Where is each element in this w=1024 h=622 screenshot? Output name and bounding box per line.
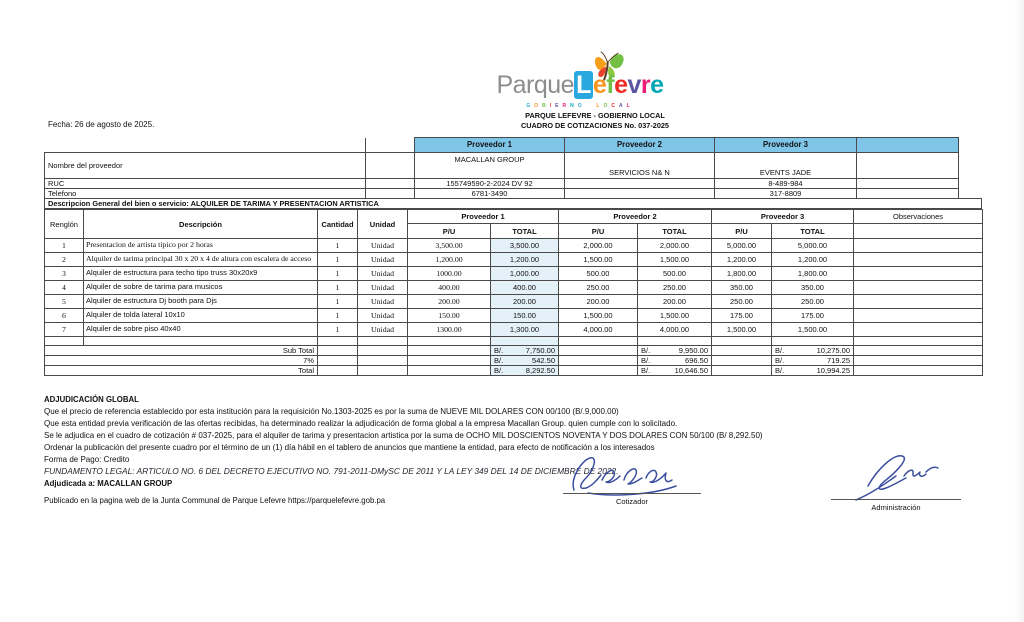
- amount: 10,646.50: [674, 366, 708, 375]
- currency-symbol: B/.: [775, 346, 785, 355]
- provider2-ruc: [565, 179, 715, 189]
- empty-cell: [854, 346, 983, 356]
- scan-edge-shadow: [1014, 0, 1024, 622]
- p2-total-cell: 1,500.00: [638, 309, 712, 323]
- adjudication-line: Que esta entidad previa verificación de las ofertas recibidas, ha determinado realizar la adjudicación de forma global a la empresa Macallan Group. quien cumple con lo solicitado.: [44, 419, 678, 428]
- descripcion-cell: Alquiler de estructura Dj booth para Djs: [84, 295, 318, 309]
- p3-pu-cell: 250.00: [712, 295, 772, 309]
- observaciones-cell: [854, 295, 983, 309]
- provider1-ruc: 155749590-2-2024 DV 92: [415, 179, 565, 189]
- observaciones-cell: [854, 239, 983, 253]
- empty-cell: [358, 337, 408, 346]
- table-row: [45, 281, 983, 295]
- table-row: [45, 295, 983, 309]
- amount: 8,292.50: [525, 366, 555, 375]
- empty-cell: [318, 366, 358, 376]
- p3-pu-header: P/U: [712, 224, 772, 239]
- amount: 719.25: [827, 356, 850, 365]
- table-row: [45, 309, 983, 323]
- provider1-name: MACALLAN GROUP: [415, 153, 565, 179]
- empty-cell: [358, 346, 408, 356]
- p1-total-cell: 400.00: [491, 281, 559, 295]
- descripcion-cell: Alquiler de estructura para techo tipo truss 30x20x9: [84, 267, 318, 281]
- p2-pu-header: P/U: [559, 224, 638, 239]
- empty-cell: [712, 366, 772, 376]
- p1-pu-header: P/U: [408, 224, 491, 239]
- extra-header: [857, 138, 959, 153]
- tax-row: [45, 356, 983, 366]
- renglon-cell: 2: [45, 253, 84, 267]
- p1-total-header: TOTAL: [491, 224, 559, 239]
- p1-total-cell: 150.00: [491, 309, 559, 323]
- p3-total-cell: 1,800.00: [772, 267, 854, 281]
- p3-total-cell: 5,000.00: [772, 239, 854, 253]
- unidad-cell: Unidad: [358, 309, 408, 323]
- provider2-name: SERVICIOS N& N: [565, 153, 715, 179]
- empty-cell: [408, 337, 491, 346]
- descripcion-cell: Alquiler de tarima principal 30 x 20 x 4 de altura con escalera de acceso: [84, 253, 318, 267]
- provider3-name: EVENTS JADE: [715, 153, 857, 179]
- published-note: Publicado en la pagina web de la Junta Communal de Parque Lefevre https://parquelefevre.gob.pa: [44, 496, 386, 505]
- adjudication-line: Ordenar la publicación del presente cuadro por el término de un (1) día hábil en el tablero de anuncios que mantiene la entidad, para efecto de notificación a los interesados: [44, 443, 655, 452]
- adjudication-line: Se le adjudica en el cuadro de cotización # 037-2025, para el alquiler de tarima y presentacion artistica por la suma de OCHO MIL DOSCIENTOS NOVENTA Y DOS DOLARES CON 50/100 (B/ 8,292.50): [44, 431, 763, 440]
- p2-pu-cell: 1,500.00: [559, 309, 638, 323]
- logo-word-parque: Parque: [496, 71, 575, 99]
- cantidad-cell: 1: [318, 323, 358, 337]
- amount: 10,994.25: [816, 366, 850, 375]
- cotizador-signature: [560, 450, 705, 498]
- cantidad-cell: 1: [318, 253, 358, 267]
- currency-symbol: B/.: [775, 356, 785, 365]
- quotation-table-body: [45, 210, 983, 376]
- p1-total-cell: [491, 366, 559, 376]
- observaciones-cell: [854, 267, 983, 281]
- document-titles: [470, 111, 720, 131]
- p3-pu-cell: 175.00: [712, 309, 772, 323]
- descripcion-cell: Alquiler de sobre de tarima para musicos: [84, 281, 318, 295]
- empty-cell: [45, 138, 366, 153]
- cantidad-header: Cantidad: [318, 210, 358, 239]
- provider2-phone: [565, 189, 715, 199]
- currency-symbol: B/.: [494, 346, 504, 355]
- ruc-label: RUC: [45, 179, 366, 189]
- provider-info-table: [44, 137, 959, 199]
- p2-subtotal-cell: [638, 346, 712, 356]
- unidad-cell: Unidad: [358, 267, 408, 281]
- empty-cell: [318, 346, 358, 356]
- p1-pu-cell: 1,200.00: [408, 253, 491, 267]
- empty-cell: [559, 346, 638, 356]
- spacer-row: [45, 337, 983, 346]
- provider1-header: Proveedor 1: [415, 138, 565, 153]
- unidad-header: Unidad: [358, 210, 408, 239]
- provider3-ruc: 8-489-984: [715, 179, 857, 189]
- empty-cell: [366, 189, 415, 199]
- renglon-cell: 5: [45, 295, 84, 309]
- phone-label: Telefono: [45, 189, 366, 199]
- unidad-cell: Unidad: [358, 295, 408, 309]
- empty-cell: [712, 346, 772, 356]
- p2-pu-cell: 500.00: [559, 267, 638, 281]
- currency-symbol: B/.: [641, 346, 651, 355]
- provider-name-row: [45, 153, 959, 179]
- empty-cell: [366, 138, 415, 153]
- p2-total-cell: 4,000.00: [638, 323, 712, 337]
- p1-pu-cell: 200.00: [408, 295, 491, 309]
- empty-cell: [854, 366, 983, 376]
- empty-cell: [857, 179, 959, 189]
- empty-cell: [491, 337, 559, 346]
- p3-total-cell: 1,200.00: [772, 253, 854, 267]
- currency-symbol: B/.: [775, 366, 785, 375]
- empty-cell: [84, 337, 318, 346]
- empty-cell: [366, 153, 415, 179]
- p2-total-cell: 1,500.00: [638, 253, 712, 267]
- p1-pu-cell: 1000.00: [408, 267, 491, 281]
- logo-word-lefevre: Lefevre: [576, 71, 664, 99]
- cantidad-cell: 1: [318, 267, 358, 281]
- amount: 9,950.00: [678, 346, 708, 355]
- unidad-cell: Unidad: [358, 253, 408, 267]
- p2-pu-cell: 250.00: [559, 281, 638, 295]
- p1-pu-cell: 150.00: [408, 309, 491, 323]
- quotation-table: [44, 209, 983, 376]
- empty-cell: [712, 337, 772, 346]
- empty-cell: [854, 356, 983, 366]
- doc-title: CUADRO DE COTIZACIONES No. 037-2025: [521, 121, 669, 130]
- adjudication-line: Que el precio de referencia establecido por esta institución para la requisición No.1303-2025 es por la suma de NUEVE MIL DOLARES CON 00/100 (B/.9,000.00): [44, 407, 619, 416]
- p2-pu-cell: 200.00: [559, 295, 638, 309]
- empty-cell: [559, 337, 638, 346]
- empty-cell: [408, 346, 491, 356]
- observaciones-header: Observaciones: [854, 210, 983, 224]
- p2-tax-cell: [638, 356, 712, 366]
- tax-label: 7%: [45, 356, 318, 366]
- currency-symbol: B/.: [494, 356, 504, 365]
- p2-total-cell: 200.00: [638, 295, 712, 309]
- renglon-cell: 7: [45, 323, 84, 337]
- provider1-group-header: Proveedor 1: [408, 210, 559, 224]
- p3-total-header: TOTAL: [772, 224, 854, 239]
- empty-cell: [559, 366, 638, 376]
- provider2-group-header: Proveedor 2: [559, 210, 712, 224]
- table-row: [45, 323, 983, 337]
- provider3-phone: 317-8809: [715, 189, 857, 199]
- cotizador-label: Cotizador: [615, 497, 649, 506]
- observaciones-cell: [854, 281, 983, 295]
- provider2-header: Proveedor 2: [565, 138, 715, 153]
- p3-total-cell: 1,500.00: [772, 323, 854, 337]
- name-label: Nombre del proveedor: [45, 153, 366, 179]
- table-row: [45, 267, 983, 281]
- p2-pu-cell: 4,000.00: [559, 323, 638, 337]
- cantidad-cell: 1: [318, 309, 358, 323]
- renglon-header: Renglón: [45, 210, 84, 239]
- table-row: [45, 253, 983, 267]
- description-banner: Descripcion General del bien o servicio: ALQUILER DE TARIMA Y PRESENTACION ARTISTICA: [44, 198, 982, 209]
- logo-subtitle: GOBIERNO LOCAL: [526, 103, 634, 109]
- p2-total-cell: 500.00: [638, 267, 712, 281]
- p2-total-cell: 250.00: [638, 281, 712, 295]
- administracion-label: Administración: [871, 503, 921, 512]
- p2-total-header: TOTAL: [638, 224, 712, 239]
- p1-pu-cell: 400.00: [408, 281, 491, 295]
- currency-symbol: B/.: [641, 356, 651, 365]
- cantidad-cell: 1: [318, 239, 358, 253]
- date-label: Fecha: 26 de agosto de 2025.: [48, 120, 155, 129]
- empty-cell: [358, 356, 408, 366]
- empty-cell: [366, 179, 415, 189]
- p1-total-cell: 1,300.00: [491, 323, 559, 337]
- empty-cell: [559, 356, 638, 366]
- currency-symbol: B/.: [641, 366, 651, 375]
- amount: 10,275.00: [816, 346, 850, 355]
- p2-pu-cell: 1,500.00: [559, 253, 638, 267]
- empty-cell: [408, 356, 491, 366]
- observaciones-cell: [854, 253, 983, 267]
- p1-total-cell: 1,000.00: [491, 267, 559, 281]
- amount: 542.50: [532, 356, 555, 365]
- observaciones-cell: [854, 309, 983, 323]
- descripcion-cell: Alquiler de tolda lateral 10x10: [84, 309, 318, 323]
- cotizador-signature-line: [563, 493, 701, 494]
- p2-total-cell: 2,000.00: [638, 239, 712, 253]
- provider-phone-row: [45, 189, 959, 199]
- descripcion-cell: Alquiler de sobre piso 40x40: [84, 323, 318, 337]
- empty-cell: [45, 337, 84, 346]
- empty-cell: [408, 366, 491, 376]
- cantidad-cell: 1: [318, 281, 358, 295]
- empty-cell: [857, 153, 959, 179]
- empty-cell: [772, 337, 854, 346]
- p3-pu-cell: 1,200.00: [712, 253, 772, 267]
- org-title: PARQUE LEFEVRE - GOBIERNO LOCAL: [525, 111, 665, 120]
- descripcion-header: Descripción: [84, 210, 318, 239]
- administracion-signature-line: [831, 499, 961, 500]
- total-row: [45, 366, 983, 376]
- p1-pu-cell: 3,500.00: [408, 239, 491, 253]
- adjudication-heading: ADJUDICACIÓN GLOBAL: [44, 395, 139, 404]
- p3-pu-cell: 350.00: [712, 281, 772, 295]
- p3-pu-cell: 5,000.00: [712, 239, 772, 253]
- table-row: [45, 239, 983, 253]
- observaciones-cell: [854, 323, 983, 337]
- empty-cell: [318, 337, 358, 346]
- empty-cell: [358, 366, 408, 376]
- p2-pu-cell: 2,000.00: [559, 239, 638, 253]
- unidad-cell: Unidad: [358, 323, 408, 337]
- empty-cell: [854, 224, 983, 239]
- p3-pu-cell: 1,800.00: [712, 267, 772, 281]
- p3-total-cell: 350.00: [772, 281, 854, 295]
- p3-total-cell: 175.00: [772, 309, 854, 323]
- administracion-signature: [838, 448, 958, 503]
- empty-cell: [712, 356, 772, 366]
- subtotal-label: Sub Total: [45, 346, 318, 356]
- renglon-cell: 6: [45, 309, 84, 323]
- cantidad-cell: 1: [318, 295, 358, 309]
- provider3-header: Proveedor 3: [715, 138, 857, 153]
- provider-ruc-row: [45, 179, 959, 189]
- p1-subtotal-cell: [491, 346, 559, 356]
- empty-cell: [854, 337, 983, 346]
- provider3-group-header: Proveedor 3: [712, 210, 854, 224]
- p1-total-cell: 3,500.00: [491, 239, 559, 253]
- subtotal-row: [45, 346, 983, 356]
- legal-basis: FUNDAMENTO LEGAL: ARTICULO NO. 6 DEL DECRETO EJECUTIVO NO. 791-2011-DMySC DE 2011 Y LA LEY 349 DEL 14 DE DICIEMBRE DE 2022.: [44, 466, 619, 476]
- p1-pu-cell: 1300.00: [408, 323, 491, 337]
- provider1-phone: 6781-3490: [415, 189, 565, 199]
- total-label: Total: [45, 366, 318, 376]
- p3-subtotal-cell: [772, 346, 854, 356]
- amount: 7,750.00: [525, 346, 555, 355]
- renglon-cell: 3: [45, 267, 84, 281]
- p3-pu-cell: 1,500.00: [712, 323, 772, 337]
- p1-total-cell: 1,200.00: [491, 253, 559, 267]
- awarded-to: Adjudicada a: MACALLAN GROUP: [44, 479, 173, 488]
- currency-symbol: B/.: [494, 366, 504, 375]
- empty-cell: [638, 337, 712, 346]
- p2-total-cell: [638, 366, 712, 376]
- empty-cell: [318, 356, 358, 366]
- renglon-cell: 1: [45, 239, 84, 253]
- logo-text: [485, 71, 675, 100]
- provider-header-row: [45, 138, 959, 153]
- renglon-cell: 4: [45, 281, 84, 295]
- p3-total-cell: 250.00: [772, 295, 854, 309]
- empty-cell: [857, 189, 959, 199]
- unidad-cell: Unidad: [358, 281, 408, 295]
- amount: 696.50: [685, 356, 708, 365]
- p1-total-cell: 200.00: [491, 295, 559, 309]
- p3-total-cell: [772, 366, 854, 376]
- descripcion-cell: Presentacion de artista tipico por 2 horas: [84, 239, 318, 253]
- group-header-row: [45, 210, 983, 224]
- unidad-cell: Unidad: [358, 239, 408, 253]
- p1-tax-cell: [491, 356, 559, 366]
- p3-tax-cell: [772, 356, 854, 366]
- logo: [485, 54, 675, 110]
- payment-terms: Forma de Pago: Credito: [44, 455, 130, 464]
